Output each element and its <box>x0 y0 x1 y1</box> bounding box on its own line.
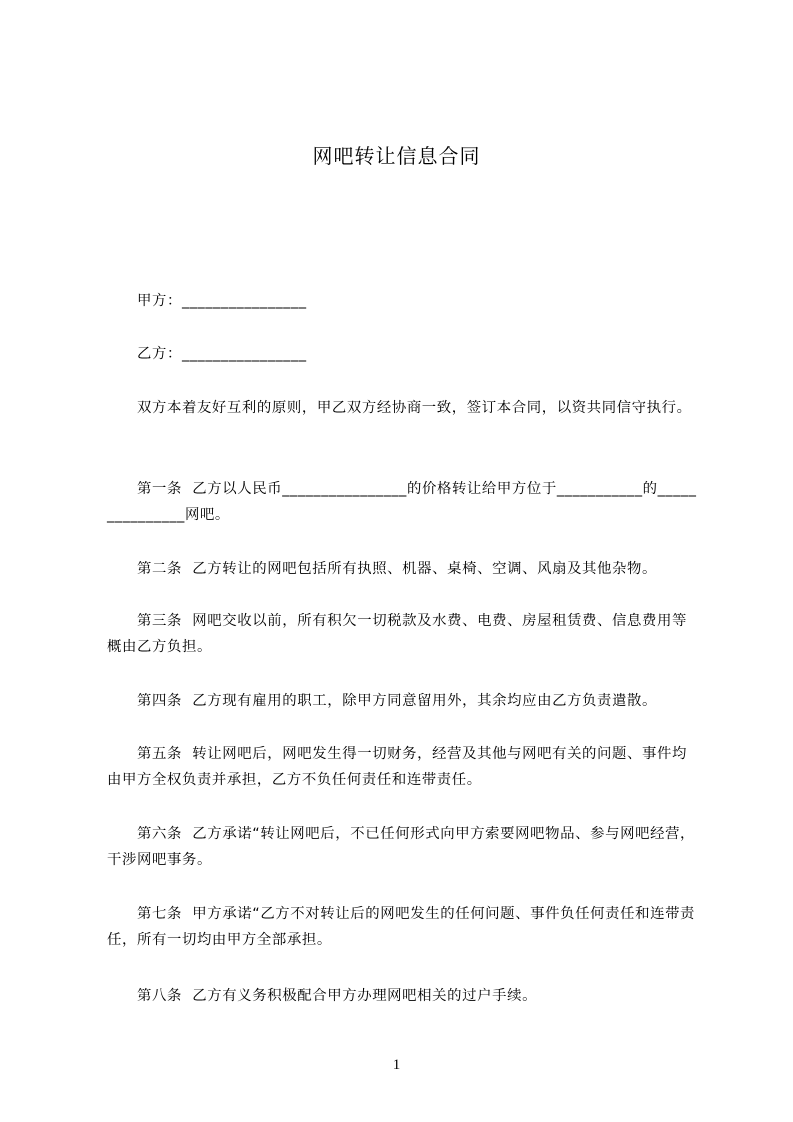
article-8: 第八条 乙方有义务积极配合甲方办理网吧相关的过户手续。 <box>107 988 538 1004</box>
article-6: 第六条 乙方承诺“转让网吧后，不已任何形式向甲方索要网吧物品、参与网吧经营，干涉网吧事务。 <box>107 826 696 868</box>
article-5: 第五条 转让网吧后，网吧发生得一切财务，经营及其他与网吧有关的问题、事件均由甲方全权负责并承担，乙方不负任何责任和连带责任。 <box>107 746 687 788</box>
page-number: 1 <box>392 1057 401 1073</box>
preamble-paragraph: 双方本着友好互利的原则，甲乙双方经协商一致，签订本合同，以资共同信守执行。 <box>107 400 692 416</box>
article-7: 第七条 甲方承诺“乙方不对转让后的网吧发生的任何问题、事件负任何责任和连带责任，所有一切均由甲方全部承担。 <box>107 906 696 948</box>
article-3: 第三条 网吧交收以前，所有积欠一切税款及水费、电费、房屋租赁费、信息费用等概由乙方负担。 <box>107 613 687 655</box>
article-4: 第四条 乙方现有雇用的职工，除甲方同意留用外，其余均应由乙方负责遣散。 <box>107 693 658 709</box>
party-a-line: 甲方：________________ <box>107 293 307 309</box>
document-title: 网吧转让信息合同 <box>312 144 481 168</box>
article-1: 第一条 乙方以人民币________________的价格转让给甲方位于___________的_______________网吧。 <box>107 481 697 523</box>
party-b-line: 乙方：________________ <box>107 346 307 362</box>
article-2: 第二条 乙方转让的网吧包括所有执照、机器、桌椅、空调、风扇及其他杂物。 <box>107 561 658 577</box>
